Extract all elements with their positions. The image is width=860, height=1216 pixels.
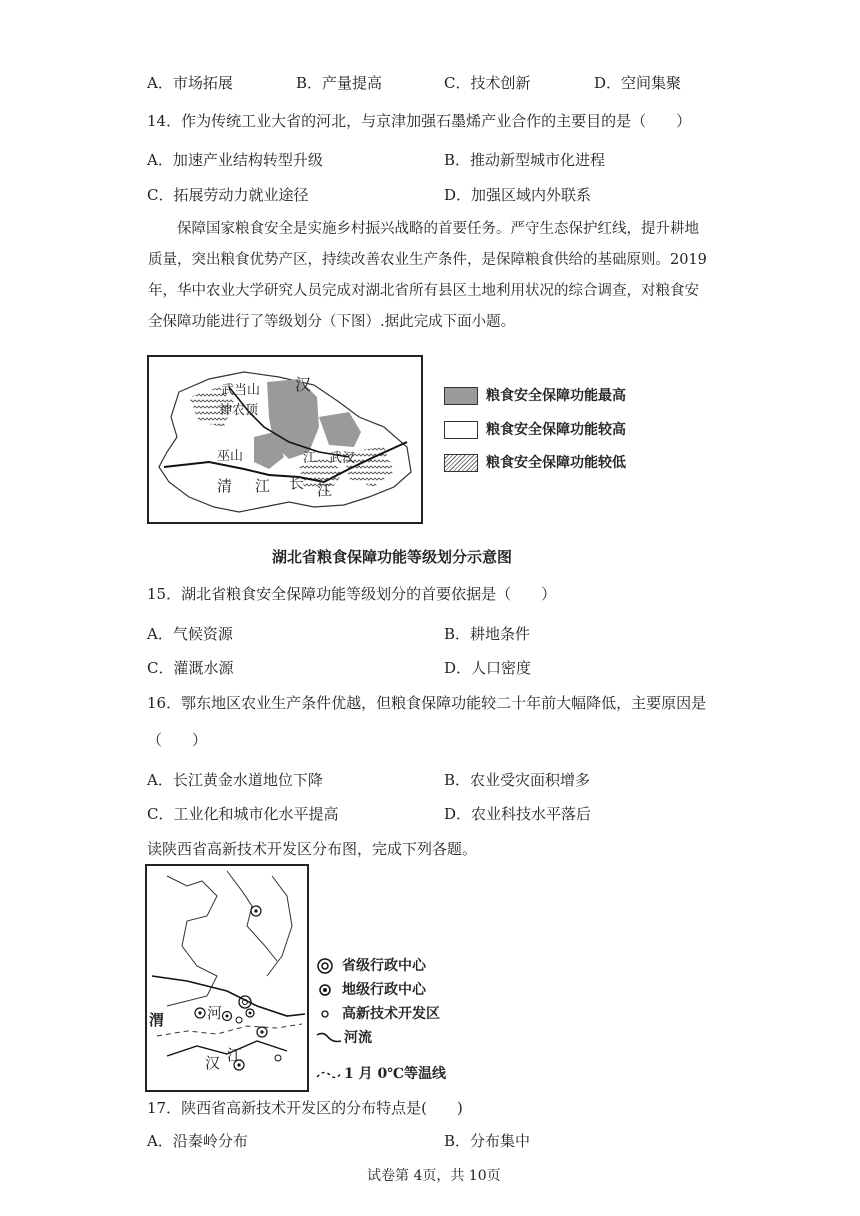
hubei-map <box>147 355 423 524</box>
q15-stem: 15．湖北省粮食安全保障功能等级划分的首要依据是（ ） <box>147 585 557 603</box>
q15-option-d: D．人口密度 <box>444 659 532 677</box>
q13-option-c: C．技术创新 <box>444 74 531 92</box>
dot-circle-icon <box>316 981 334 999</box>
map-label-wudang: 武当山 <box>221 383 261 398</box>
q15-option-b: B．耕地条件 <box>444 625 531 643</box>
q17-option-a: A．沿秦岭分布 <box>147 1132 248 1150</box>
q16-option-a: A．长江黄金水道地位下降 <box>147 771 323 789</box>
map-label-wushan: 巫山 <box>217 449 244 464</box>
double-circle-icon <box>316 957 334 975</box>
map-label-wei: 渭 <box>149 1011 165 1029</box>
hubei-map-drawing <box>149 357 421 522</box>
map-label-jiang: 江 <box>227 1046 243 1064</box>
map-label-chang: 长 <box>289 474 305 492</box>
passage-hubei <box>148 214 718 338</box>
map-label-jiang: 江 <box>303 451 317 466</box>
map-label-jiang3: 江 <box>317 481 333 499</box>
legend-isotherm: 1 月 0℃等温线 <box>316 1063 446 1083</box>
legend-hightech-zone: 高新技术开发区 <box>316 1003 440 1023</box>
q14-option-d: D．加强区域内外联系 <box>444 186 592 204</box>
hubei-map-caption: 湖北省粮食保障功能等级划分示意图 <box>272 548 513 566</box>
shaanxi-intro: 读陕西省高新技术开发区分布图，完成下列各题。 <box>147 840 478 858</box>
passage-line: 保障国家粮食安全是实施乡村振兴战略的首要任务。严守生态保护红线，提升耕地 <box>148 221 699 237</box>
legend-swatch-white <box>444 421 478 439</box>
q13-option-a: A．市场拓展 <box>147 74 233 92</box>
passage-line: 质量，突出粮食优势产区，持续改善农业生产条件，是保障粮食供给的基础原则。2019 <box>148 252 707 268</box>
legend-higher: 粮食安全保障功能较高 <box>444 419 626 439</box>
q14-stem: 14．作为传统工业大省的河北，与京津加强石墨烯产业合作的主要目的是（ ） <box>147 112 692 130</box>
passage-line: 全保障功能进行了等级划分（下图）.据此完成下面小题。 <box>148 314 516 330</box>
river-icon <box>316 1029 342 1047</box>
map-label-han: 汉 <box>295 375 312 394</box>
map-label-qing: 清 <box>217 477 233 495</box>
q16-option-b: B．农业受灾面积增多 <box>444 771 591 789</box>
q14-option-c: C．拓展劳动力就业途径 <box>147 186 309 204</box>
q14-option-a: A．加速产业结构转型升级 <box>147 151 323 169</box>
q16-stem: 16．鄂东地区农业生产条件优越，但粮食保障功能较二十年前大幅降低，主要原因是 <box>147 694 707 712</box>
map-label-han: 汉 <box>205 1054 221 1072</box>
legend-lower: 粮食安全保障功能较低 <box>444 452 626 472</box>
map-label-jiang2: 江 <box>255 477 271 495</box>
page-footer: 试卷第 4页，共 10页 <box>367 1168 501 1184</box>
legend-swatch-gray <box>444 387 478 405</box>
map-label-wuhan: 武汉 <box>329 451 356 466</box>
isotherm-line <box>157 1024 302 1036</box>
shaanxi-map <box>145 864 309 1092</box>
q15-option-c: C．灌溉水源 <box>147 659 234 677</box>
legend-river: 河流 <box>316 1027 372 1047</box>
map-label-shennong: 神农顶 <box>219 403 259 418</box>
q17-stem: 17．陕西省高新技术开发区的分布特点是( ) <box>147 1099 463 1117</box>
legend-provincial-center: 省级行政中心 <box>316 955 426 975</box>
q13-option-d: D．空间集聚 <box>594 74 682 92</box>
small-circle-icon <box>316 1005 334 1023</box>
q17-option-b: B．分布集中 <box>444 1132 531 1150</box>
q16-option-c: C．工业化和城市化水平提高 <box>147 805 339 823</box>
q14-option-b: B．推动新型城市化进程 <box>444 151 606 169</box>
dashed-line-icon <box>316 1065 342 1083</box>
q16-option-d: D．农业科技水平落后 <box>444 805 592 823</box>
legend-swatch-hatch <box>444 454 478 472</box>
wei-river <box>152 976 305 1016</box>
legend-highest: 粮食安全保障功能最高 <box>444 385 626 405</box>
q13-option-b: B．产量提高 <box>296 74 383 92</box>
q16-stem-paren: （ ） <box>147 731 208 749</box>
legend-prefecture-center: 地级行政中心 <box>316 979 426 999</box>
q15-option-a: A．气候资源 <box>147 625 233 643</box>
map-label-he: 河 <box>207 1004 223 1022</box>
passage-line: 年，华中农业大学研究人员完成对湖北省所有县区土地利用状况的综合调查，对粮食安 <box>148 283 699 299</box>
